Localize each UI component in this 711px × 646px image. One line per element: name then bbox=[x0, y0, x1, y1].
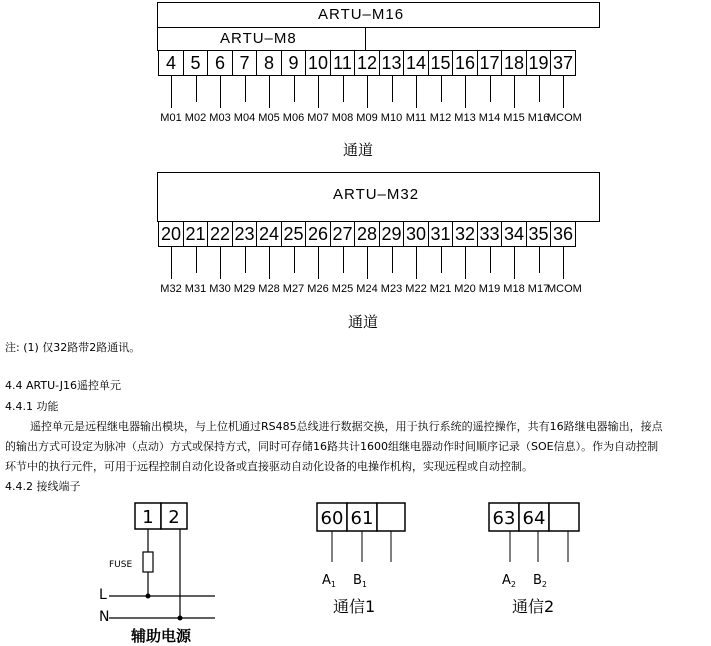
channel-label: M12 bbox=[429, 112, 452, 124]
terminal-lead bbox=[294, 76, 295, 102]
channel-label: M16 bbox=[527, 112, 550, 124]
subsection-function: 4.4.1 功能 bbox=[5, 400, 59, 413]
terminal-28: 28 bbox=[354, 221, 380, 247]
aux-power-diagram bbox=[95, 500, 235, 646]
terminal-14: 14 bbox=[403, 50, 429, 76]
channel-label: M05 bbox=[258, 112, 280, 124]
terminal-lead bbox=[392, 247, 393, 273]
terminal-lead bbox=[318, 76, 319, 108]
terminal-lead bbox=[318, 247, 319, 279]
terminal-lead bbox=[465, 76, 466, 108]
terminal-lead bbox=[563, 247, 564, 279]
terminal-lead bbox=[416, 247, 417, 279]
terminal-27: 27 bbox=[330, 221, 356, 247]
terminal-11: 11 bbox=[330, 50, 356, 76]
comm1-terminal-b: 61 bbox=[350, 508, 374, 529]
artu-m8-title: ARTU–M8 bbox=[220, 30, 297, 47]
comm2-a-label: $A_2$ bbox=[502, 573, 516, 589]
terminal-lead bbox=[245, 247, 246, 273]
terminal-19: 19 bbox=[526, 50, 552, 76]
comm1-a-label: $A_1$ bbox=[322, 573, 336, 589]
subsection-terminals: 4.4.2 接线端子 bbox=[5, 480, 81, 493]
artu-m32-title: ARTU–M32 bbox=[333, 186, 420, 203]
terminal-36: 36 bbox=[550, 221, 576, 247]
fuse-label: FUSE bbox=[109, 560, 133, 570]
channel-label: M20 bbox=[454, 283, 476, 295]
terminal-lead bbox=[465, 247, 466, 279]
comm2-b-label: $B_2$ bbox=[533, 573, 548, 589]
terminal-37: 37 bbox=[550, 50, 576, 76]
terminal-30: 30 bbox=[403, 221, 429, 247]
terminal-lead bbox=[514, 76, 515, 108]
paragraph-line-2: 的输出方式可设定为脉冲（点动）方式或保持方式，同时可存储16路共计1600组继电器动作时间顺序记录（SOE信息）。作为自动控制 bbox=[5, 440, 659, 453]
channel-label: M07 bbox=[307, 112, 329, 124]
terminal-20: 20 bbox=[158, 221, 184, 247]
channel-label: M17 bbox=[527, 283, 550, 295]
terminal-lead bbox=[539, 76, 540, 102]
channel-label: M09 bbox=[356, 112, 378, 124]
terminal-10: 10 bbox=[305, 50, 331, 76]
terminal-lead bbox=[563, 76, 564, 108]
line-l-label: L bbox=[99, 587, 107, 603]
terminal-33: 33 bbox=[477, 221, 503, 247]
channel-label: M29 bbox=[233, 283, 256, 295]
comm1-diagram bbox=[300, 500, 420, 620]
terminal-24: 24 bbox=[256, 221, 282, 247]
terminal-lead bbox=[392, 76, 393, 102]
terminal-lead bbox=[171, 76, 172, 108]
channel-label: M08 bbox=[331, 112, 354, 124]
power-terminal-1: 1 bbox=[142, 507, 154, 528]
terminal-lead bbox=[294, 247, 295, 273]
section-heading: 4.4 ARTU-J16遥控单元 bbox=[5, 379, 121, 392]
terminal-lead bbox=[196, 247, 197, 273]
comm1-b-label: $B_1$ bbox=[353, 573, 368, 589]
channel-label: M02 bbox=[184, 112, 207, 124]
terminal-31: 31 bbox=[428, 221, 454, 247]
terminal-lead bbox=[269, 247, 270, 279]
terminal-5: 5 bbox=[183, 50, 209, 76]
terminal-26: 26 bbox=[305, 221, 331, 247]
terminal-35: 35 bbox=[526, 221, 552, 247]
channel-label: M04 bbox=[233, 112, 256, 124]
terminal-25: 25 bbox=[281, 221, 307, 247]
note-text: 注: (1) 仅32路带2路通讯。 bbox=[5, 341, 141, 354]
terminal-29: 29 bbox=[379, 221, 405, 247]
terminal-lead bbox=[269, 76, 270, 108]
terminal-lead bbox=[343, 76, 344, 102]
power-terminal-2: 2 bbox=[168, 507, 180, 528]
comm1-terminal-a: 60 bbox=[320, 508, 344, 529]
terminal-34: 34 bbox=[501, 221, 527, 247]
channel-label: M11 bbox=[405, 112, 427, 124]
channel-label: M14 bbox=[478, 112, 501, 124]
terminal-15: 15 bbox=[428, 50, 454, 76]
fuse-symbol bbox=[143, 552, 153, 572]
artu-m32-terminal-strip bbox=[158, 221, 576, 247]
terminal-lead bbox=[245, 76, 246, 102]
channel-label: M13 bbox=[454, 112, 476, 124]
terminal-9: 9 bbox=[281, 50, 307, 76]
comm2-caption: 通信2 bbox=[512, 597, 555, 616]
terminal-23: 23 bbox=[232, 221, 258, 247]
terminal-lead bbox=[490, 247, 491, 273]
terminal-32: 32 bbox=[452, 221, 478, 247]
terminal-lead bbox=[171, 247, 172, 279]
channel-label: M18 bbox=[503, 283, 525, 295]
artu-m16-caption: 通道 bbox=[343, 141, 374, 159]
terminal-lead bbox=[367, 76, 368, 108]
channel-label: M32 bbox=[160, 283, 182, 295]
channel-label: M25 bbox=[331, 283, 354, 295]
channel-label: MCOM bbox=[547, 283, 582, 295]
artu-m16-title: ARTU–M16 bbox=[318, 6, 405, 23]
aux-power-caption: 辅助电源 bbox=[131, 627, 192, 645]
terminal-4: 4 bbox=[158, 50, 184, 76]
comm2-terminal-a: 63 bbox=[492, 508, 516, 529]
channel-label: M31 bbox=[184, 283, 207, 295]
terminal-17: 17 bbox=[477, 50, 503, 76]
comm2-terminal-b: 64 bbox=[522, 508, 546, 529]
artu-m32-caption: 通道 bbox=[348, 313, 379, 331]
channel-label: M06 bbox=[282, 112, 305, 124]
channel-label: M03 bbox=[209, 112, 231, 124]
channel-label: M23 bbox=[380, 283, 403, 295]
terminal-lead bbox=[539, 247, 540, 273]
comm2-diagram bbox=[472, 500, 592, 620]
channel-label: M30 bbox=[209, 283, 231, 295]
channel-label: M10 bbox=[380, 112, 403, 124]
channel-label: M24 bbox=[356, 283, 378, 295]
terminal-12: 12 bbox=[354, 50, 380, 76]
artu-m16-terminal-strip bbox=[158, 50, 576, 76]
channel-label: M26 bbox=[307, 283, 329, 295]
terminal-6: 6 bbox=[207, 50, 233, 76]
terminal-7: 7 bbox=[232, 50, 258, 76]
terminal-lead bbox=[343, 247, 344, 273]
channel-label: M01 bbox=[160, 112, 182, 124]
terminal-lead bbox=[490, 76, 491, 102]
comm1-caption: 通信1 bbox=[333, 597, 376, 616]
terminal-16: 16 bbox=[452, 50, 478, 76]
channel-label: MCOM bbox=[547, 112, 582, 124]
channel-label: M28 bbox=[258, 283, 280, 295]
terminal-18: 18 bbox=[501, 50, 527, 76]
channel-label: M22 bbox=[405, 283, 427, 295]
terminal-21: 21 bbox=[183, 221, 209, 247]
channel-label: M27 bbox=[282, 283, 305, 295]
terminal-22: 22 bbox=[207, 221, 233, 247]
channel-label: M19 bbox=[478, 283, 501, 295]
terminal-lead bbox=[514, 247, 515, 279]
terminal-lead bbox=[220, 247, 221, 279]
terminal-lead bbox=[441, 247, 442, 273]
channel-label: M15 bbox=[503, 112, 525, 124]
terminal-lead bbox=[416, 76, 417, 108]
channel-label: M21 bbox=[429, 283, 452, 295]
terminal-13: 13 bbox=[379, 50, 405, 76]
paragraph-line-1: 遥控单元是远程继电器输出模块，与上位机通过RS485总线进行数据交换，用于执行系统的遥控操作，共有16路继电器输出，接点 bbox=[30, 420, 663, 433]
line-n-label: N bbox=[99, 609, 110, 625]
terminal-8: 8 bbox=[256, 50, 282, 76]
terminal-lead bbox=[196, 76, 197, 102]
terminal-lead bbox=[367, 247, 368, 279]
paragraph-line-3: 环节中的执行元件，可用于远程控制自动化设备或直接驱动自动化设备的电操作机构，实现远程或自动控制。 bbox=[5, 460, 533, 473]
terminal-lead bbox=[441, 76, 442, 102]
terminal-lead bbox=[220, 76, 221, 108]
